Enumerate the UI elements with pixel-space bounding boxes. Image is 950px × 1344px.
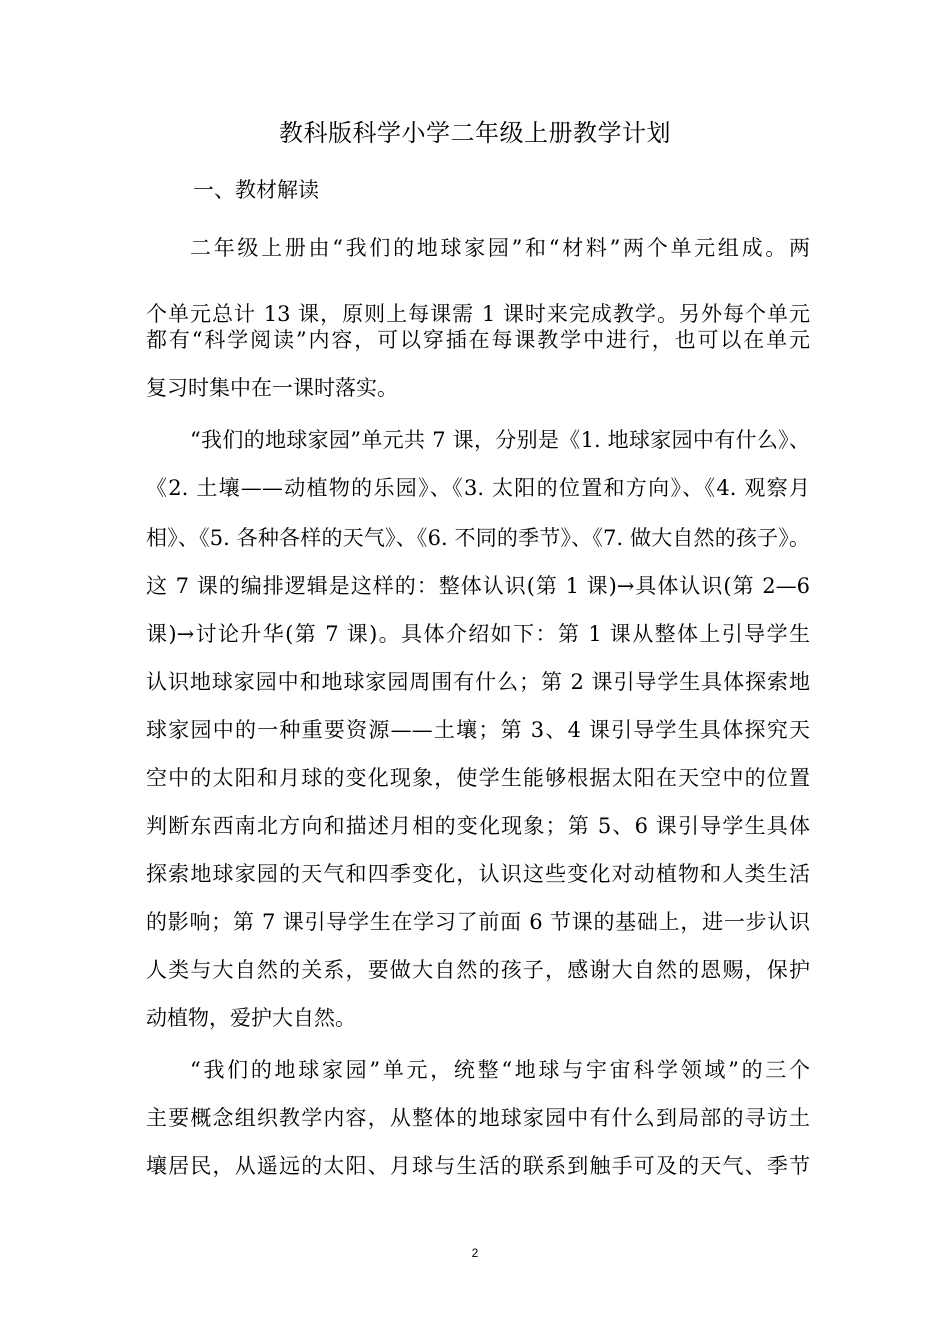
paragraph-line: 这 7 课的编排逻辑是这样的：整体认识(第 1 课)→具体认识(第 2—6: [146, 574, 810, 598]
paragraph-line: 的影响；第 7 课引导学生在学习了前面 6 节课的基础上，进一步认识: [146, 910, 810, 934]
paragraph-line: “我们的地球家园”单元共 7 课，分别是《1. 地球家园中有什么》、: [190, 428, 810, 452]
paragraph-line: 课)→讨论升华(第 7 课)。具体介绍如下：第 1 课从整体上引导学生: [146, 622, 810, 646]
paragraph-line: 个单元总计 13 课，原则上每课需 1 课时来完成教学。另外每个单元: [146, 302, 810, 326]
paragraph-line: 壤居民，从遥远的太阳、月球与生活的联系到触手可及的天气、季节: [146, 1154, 810, 1178]
paragraph-line: 探索地球家园的天气和四季变化，认识这些变化对动植物和人类生活: [146, 862, 810, 886]
paragraph-line: 二年级上册由“我们的地球家园”和“材料”两个单元组成。两: [190, 236, 810, 260]
paragraph-line: 复习时集中在一课时落实。: [146, 376, 398, 400]
paragraph-line: 主要概念组织教学内容，从整体的地球家园中有什么到局部的寻访土: [146, 1106, 810, 1130]
paragraph-line: 人类与大自然的关系，要做大自然的孩子，感谢大自然的恩赐，保护: [146, 958, 810, 982]
document-title: 教科版科学小学二年级上册教学计划: [279, 119, 671, 147]
paragraph-line: 动植物，爱护大自然。: [146, 1006, 356, 1030]
page-number: 2: [471, 1246, 479, 1260]
paragraph-line: 认识地球家园中和地球家园周围有什么；第 2 课引导学生具体探索地: [146, 670, 810, 694]
paragraph-line: 《2. 土壤——动植物的乐园》、《3. 太阳的位置和方向》、《4. 观察月: [146, 476, 810, 500]
paragraph-line: 判断东西南北方向和描述月相的变化现象；第 5、6 课引导学生具体: [146, 814, 810, 838]
paragraph-line: “我们的地球家园”单元，统整“地球与宇宙科学领域”的三个: [190, 1058, 810, 1082]
section-heading: 一、教材解读: [193, 178, 319, 202]
paragraph-line: 空中的太阳和月球的变化现象，使学生能够根据太阳在天空中的位置: [146, 766, 810, 790]
paragraph-line: 都有“科学阅读”内容，可以穿插在每课教学中进行，也可以在单元: [146, 328, 810, 352]
paragraph-line: 相》、《5. 各种各样的天气》、《6. 不同的季节》、《7. 做大自然的孩子》。: [146, 526, 810, 550]
paragraph-line: 球家园中的一种重要资源——土壤；第 3、4 课引导学生具体探究天: [146, 718, 810, 742]
